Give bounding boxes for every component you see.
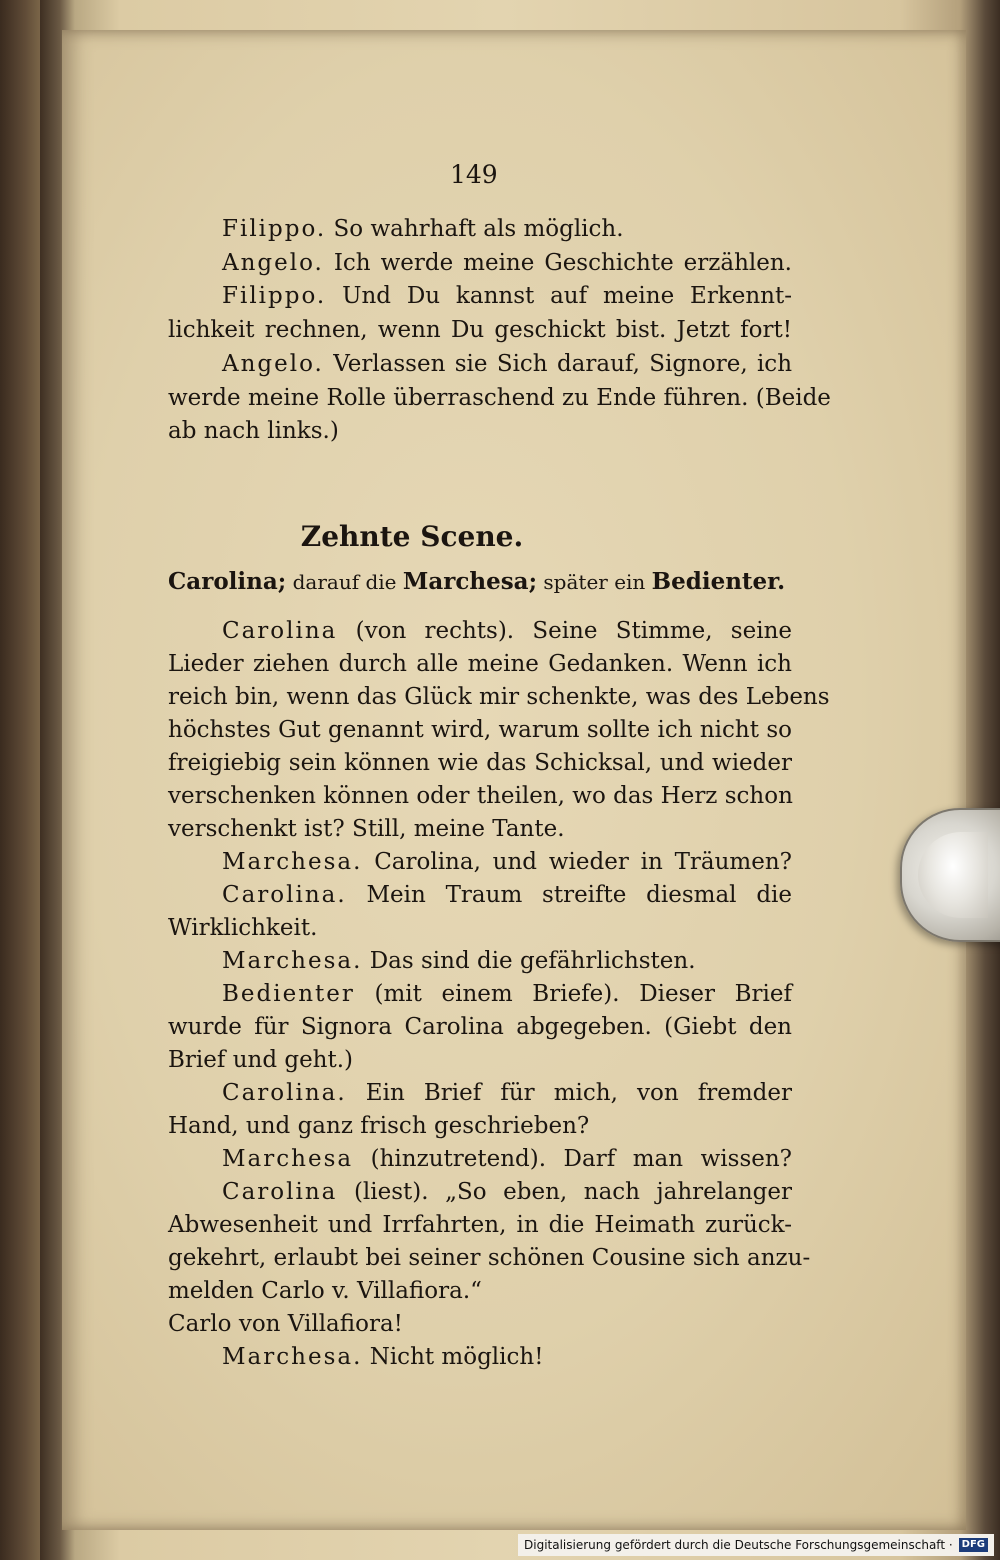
line-content — [222, 1179, 792, 1205]
line-content — [168, 816, 565, 842]
text-line — [222, 1080, 792, 1106]
line-content — [222, 351, 792, 377]
line-text: Mein Traum streifte diesmal die — [366, 882, 793, 908]
page-number: 149 — [450, 160, 498, 189]
text-line — [168, 651, 792, 677]
text-line — [222, 882, 792, 908]
text-line — [168, 418, 339, 444]
line-text: Ich werde meine Geschichte erzählen. — [333, 249, 792, 276]
text-line — [168, 384, 831, 411]
text-line — [168, 1113, 589, 1139]
line-content — [222, 216, 624, 242]
page-clip-inner — [918, 832, 988, 918]
line-content — [222, 1146, 792, 1172]
line-text: Carolina, und wieder in Träumen? — [374, 849, 792, 875]
cast-text-1: darauf die — [286, 570, 403, 594]
speaker-name: Marchesa. — [222, 849, 363, 875]
line-content — [222, 1080, 792, 1106]
text-line — [168, 750, 792, 776]
line-text: (hinzutretend). Darf man wissen? — [370, 1146, 792, 1172]
speaker-name: Carolina. — [222, 882, 347, 908]
line-content — [222, 618, 792, 644]
text-line — [222, 618, 792, 644]
cast-name-carolina: Carolina; — [168, 568, 287, 595]
text-line — [168, 317, 792, 343]
text-line — [168, 717, 792, 743]
text-line — [168, 783, 792, 809]
speaker-name: Carolina — [222, 618, 338, 644]
line-text: ab nach links.) — [168, 418, 339, 445]
line-content — [168, 1245, 811, 1271]
line-content — [168, 750, 792, 776]
text-line — [168, 1245, 811, 1271]
cast-text-2: später ein — [537, 570, 652, 594]
speaker-name: Filippo. — [222, 283, 327, 310]
text-line — [222, 1179, 792, 1205]
line-content — [222, 981, 792, 1007]
speaker-name: Marchesa. — [222, 1344, 363, 1370]
line-content — [168, 651, 792, 677]
line-content — [222, 948, 696, 974]
line-content — [222, 250, 792, 276]
line-content — [168, 783, 792, 809]
line-text: (von rechts). Seine Stimme, seine — [355, 618, 793, 644]
line-text: So wahrhaft als möglich. — [333, 216, 624, 242]
line-text: gekehrt, erlaubt bei seiner schönen Cousine sich anzu- — [168, 1245, 811, 1271]
cast-line — [168, 568, 804, 595]
line-content — [168, 684, 830, 710]
line-text: höchstes Gut genannt wird, warum sollte ich nicht so — [168, 717, 792, 743]
speaker-name: Bedienter — [222, 981, 355, 1007]
speaker-name: Carolina — [222, 1179, 338, 1205]
line-text: reich bin, wenn das Glück mir schenkte, was des Lebens — [168, 684, 830, 710]
line-content — [168, 1278, 482, 1304]
speaker-name: Carolina. — [222, 1080, 347, 1106]
text-line — [168, 816, 565, 842]
text-line — [168, 1047, 353, 1073]
text-line — [222, 1344, 543, 1370]
speaker-name: Angelo. — [222, 249, 324, 276]
line-content — [168, 915, 317, 941]
line-content — [168, 384, 831, 411]
line-text: Verlassen sie Sich darauf, Signore, ich — [333, 350, 793, 377]
text-line — [222, 1146, 792, 1172]
line-content — [168, 418, 339, 444]
line-text: Und Du kannst auf meine Erkennt- — [342, 283, 792, 310]
line-text: Wirklichkeit. — [168, 915, 318, 941]
line-content — [168, 717, 792, 743]
text-line — [222, 981, 792, 1007]
line-text: wurde für Signora Carolina abgegeben. (Giebt den — [168, 1014, 792, 1040]
text-line — [168, 1311, 403, 1337]
line-content — [168, 317, 792, 343]
line-content — [222, 1344, 543, 1370]
line-content — [222, 849, 792, 875]
footer-text: Digitalisierung gefördert durch die Deutsche Forschungsgemeinschaft · — [524, 1538, 953, 1552]
cast-name-marchesa: Marchesa; — [402, 568, 538, 595]
text-line — [222, 283, 792, 309]
text-line — [222, 216, 624, 242]
text-line — [222, 351, 792, 377]
page-clip — [900, 808, 1000, 942]
text-line — [168, 1014, 792, 1040]
dfg-logo: DFG — [959, 1538, 988, 1552]
line-text: Carlo von Villafiora! — [168, 1311, 403, 1337]
text-line — [168, 1212, 792, 1238]
text-line — [222, 250, 792, 276]
line-text: lichkeit rechnen, wenn Du geschickt bist. Jetzt fort! — [168, 317, 792, 344]
line-content — [222, 283, 792, 309]
speaker-name: Marchesa. — [222, 948, 363, 974]
line-text: Hand, und ganz frisch geschrieben? — [168, 1113, 590, 1139]
line-text: (liest). „So eben, nach jahrelanger — [353, 1179, 793, 1205]
line-content — [168, 1014, 792, 1040]
line-text: Abwesenheit und Irrfahrten, in die Heimath zurück- — [168, 1212, 792, 1238]
text-line — [222, 948, 696, 974]
line-content — [222, 882, 792, 908]
line-text: verschenkt ist? Still, meine Tante. — [168, 816, 565, 842]
scene-title: Zehnte Scene. — [300, 520, 524, 553]
speaker-name: Filippo. — [222, 216, 327, 242]
line-text: Lieder ziehen durch alle meine Gedanken. Wenn ich — [168, 651, 792, 677]
line-text: werde meine Rolle überraschend zu Ende führen. (Beide — [168, 384, 831, 411]
speaker-name: Angelo. — [222, 350, 324, 377]
line-text: melden Carlo v. Villafiora.“ — [168, 1278, 482, 1304]
text-line — [168, 915, 317, 941]
line-text: Ein Brief für mich, von fremder — [365, 1080, 792, 1106]
line-content — [168, 1047, 353, 1073]
cast-name-bedienter: Bedienter. — [651, 568, 786, 595]
line-text: (mit einem Briefe). Dieser Brief — [374, 981, 793, 1007]
speaker-name: Marchesa — [222, 1146, 354, 1172]
text-line — [168, 684, 830, 710]
line-content — [168, 1212, 792, 1238]
line-content — [168, 1311, 403, 1337]
line-content — [168, 1113, 589, 1139]
line-text: verschenken können oder theilen, wo das Herz schon — [168, 783, 793, 809]
text-line — [168, 1278, 482, 1304]
line-text: Nicht möglich! — [369, 1344, 544, 1370]
text-line — [222, 849, 792, 875]
line-text: Das sind die gefährlichsten. — [369, 948, 696, 974]
book-spine-edge — [0, 0, 40, 1560]
line-text: freigiebig sein können wie das Schicksal, und wieder — [168, 750, 792, 776]
digitization-footer — [518, 1534, 994, 1556]
line-text: Brief und geht.) — [168, 1047, 354, 1073]
